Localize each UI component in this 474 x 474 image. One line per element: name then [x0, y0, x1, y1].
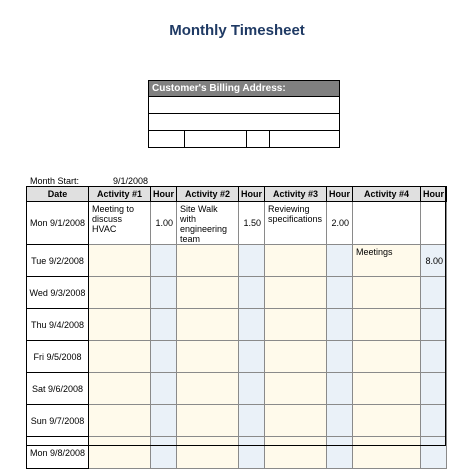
hour-cell[interactable] [327, 437, 353, 469]
activity-cell[interactable] [353, 341, 421, 373]
column-header: Date [27, 187, 89, 202]
table-row [27, 245, 447, 277]
date-cell: Thu 9/4/2008 [27, 309, 89, 341]
date-cell: Wed 9/3/2008 [27, 277, 89, 309]
billing-address-header: Customer's Billing Address: [149, 81, 339, 97]
billing-address-line-2[interactable] [149, 114, 339, 131]
activity-cell[interactable]: Reviewing specifications [265, 202, 327, 245]
billing-cell-1[interactable] [149, 131, 185, 147]
hour-cell[interactable] [239, 277, 265, 309]
date-cell: Mon 9/1/2008 [27, 202, 89, 245]
activity-cell[interactable] [265, 373, 327, 405]
hour-cell[interactable] [151, 341, 177, 373]
hour-cell[interactable] [421, 437, 447, 469]
column-header: Hour [327, 187, 353, 202]
table-row [27, 309, 447, 341]
activity-cell[interactable] [177, 373, 239, 405]
activity-cell[interactable] [265, 309, 327, 341]
date-cell: Sun 9/7/2008 [27, 405, 89, 437]
hour-cell[interactable] [151, 309, 177, 341]
activity-cell[interactable] [353, 277, 421, 309]
column-header: Hour [239, 187, 265, 202]
hour-cell[interactable] [327, 341, 353, 373]
activity-cell[interactable] [89, 405, 151, 437]
hour-cell[interactable] [239, 437, 265, 469]
hour-cell[interactable] [327, 373, 353, 405]
table-row [27, 437, 447, 469]
column-header: Activity #3 [265, 187, 327, 202]
hour-cell[interactable] [327, 245, 353, 277]
activity-cell[interactable] [177, 405, 239, 437]
table-header-row [27, 187, 447, 202]
hour-cell[interactable] [421, 309, 447, 341]
activity-cell[interactable] [353, 437, 421, 469]
hour-cell[interactable] [151, 437, 177, 469]
hour-cell[interactable] [151, 373, 177, 405]
date-cell: Sat 9/6/2008 [27, 373, 89, 405]
hour-cell[interactable] [421, 202, 447, 245]
activity-cell[interactable] [89, 277, 151, 309]
column-header: Activity #4 [353, 187, 421, 202]
hour-cell[interactable] [239, 373, 265, 405]
table-row [27, 405, 447, 437]
column-header: Hour [421, 187, 447, 202]
hour-cell[interactable]: 1.50 [239, 202, 265, 245]
billing-address-line-1[interactable] [149, 97, 339, 114]
date-cell: Fri 9/5/2008 [27, 341, 89, 373]
hour-cell[interactable] [239, 245, 265, 277]
hour-cell[interactable] [327, 277, 353, 309]
activity-cell[interactable] [177, 245, 239, 277]
hour-cell[interactable] [421, 277, 447, 309]
column-header: Hour [151, 187, 177, 202]
hour-cell[interactable] [239, 309, 265, 341]
activity-cell[interactable] [177, 277, 239, 309]
billing-cell-2[interactable] [185, 131, 248, 147]
activity-cell[interactable] [177, 341, 239, 373]
activity-cell[interactable] [353, 405, 421, 437]
activity-cell[interactable] [89, 341, 151, 373]
hour-cell[interactable] [151, 405, 177, 437]
activity-cell[interactable] [265, 437, 327, 469]
hour-cell[interactable]: 2.00 [327, 202, 353, 245]
hour-cell[interactable] [327, 405, 353, 437]
activity-cell[interactable] [89, 245, 151, 277]
hour-cell[interactable] [421, 405, 447, 437]
hour-cell[interactable] [151, 245, 177, 277]
billing-address-block [148, 80, 340, 148]
activity-cell[interactable] [89, 373, 151, 405]
hour-cell[interactable] [151, 277, 177, 309]
billing-address-line-3 [149, 131, 339, 147]
hour-cell[interactable] [421, 341, 447, 373]
hour-cell[interactable] [239, 405, 265, 437]
activity-cell[interactable] [353, 202, 421, 245]
hour-cell[interactable]: 1.00 [151, 202, 177, 245]
billing-cell-3[interactable] [247, 131, 270, 147]
column-header: Activity #2 [177, 187, 239, 202]
table-row [27, 341, 447, 373]
activity-cell[interactable] [177, 437, 239, 469]
activity-cell[interactable] [265, 405, 327, 437]
hour-cell[interactable] [239, 341, 265, 373]
activity-cell[interactable]: Meeting to discuss HVAC [89, 202, 151, 245]
date-cell: Mon 9/8/2008 [27, 437, 89, 469]
activity-cell[interactable] [89, 309, 151, 341]
activity-cell[interactable] [353, 373, 421, 405]
month-start-value[interactable]: 9/1/2008 [113, 176, 149, 186]
month-start-label: Month Start: [30, 176, 80, 186]
table-row [27, 202, 447, 245]
activity-cell[interactable] [353, 309, 421, 341]
activity-cell[interactable]: Site Walk with engineering team [177, 202, 239, 245]
hour-cell[interactable] [421, 373, 447, 405]
activity-cell[interactable] [177, 309, 239, 341]
page-title: Monthly Timesheet [169, 22, 305, 39]
date-cell: Tue 9/2/2008 [27, 245, 89, 277]
timesheet-table [26, 186, 447, 469]
activity-cell[interactable]: Meetings [353, 245, 421, 277]
hour-cell[interactable]: 8.00 [421, 245, 447, 277]
column-header: Activity #1 [89, 187, 151, 202]
activity-cell[interactable] [265, 245, 327, 277]
table-row [27, 373, 447, 405]
billing-cell-4[interactable] [270, 131, 339, 147]
hour-cell[interactable] [327, 309, 353, 341]
activity-cell[interactable] [265, 341, 327, 373]
activity-cell[interactable] [265, 277, 327, 309]
activity-cell[interactable] [89, 437, 151, 469]
table-row [27, 277, 447, 309]
